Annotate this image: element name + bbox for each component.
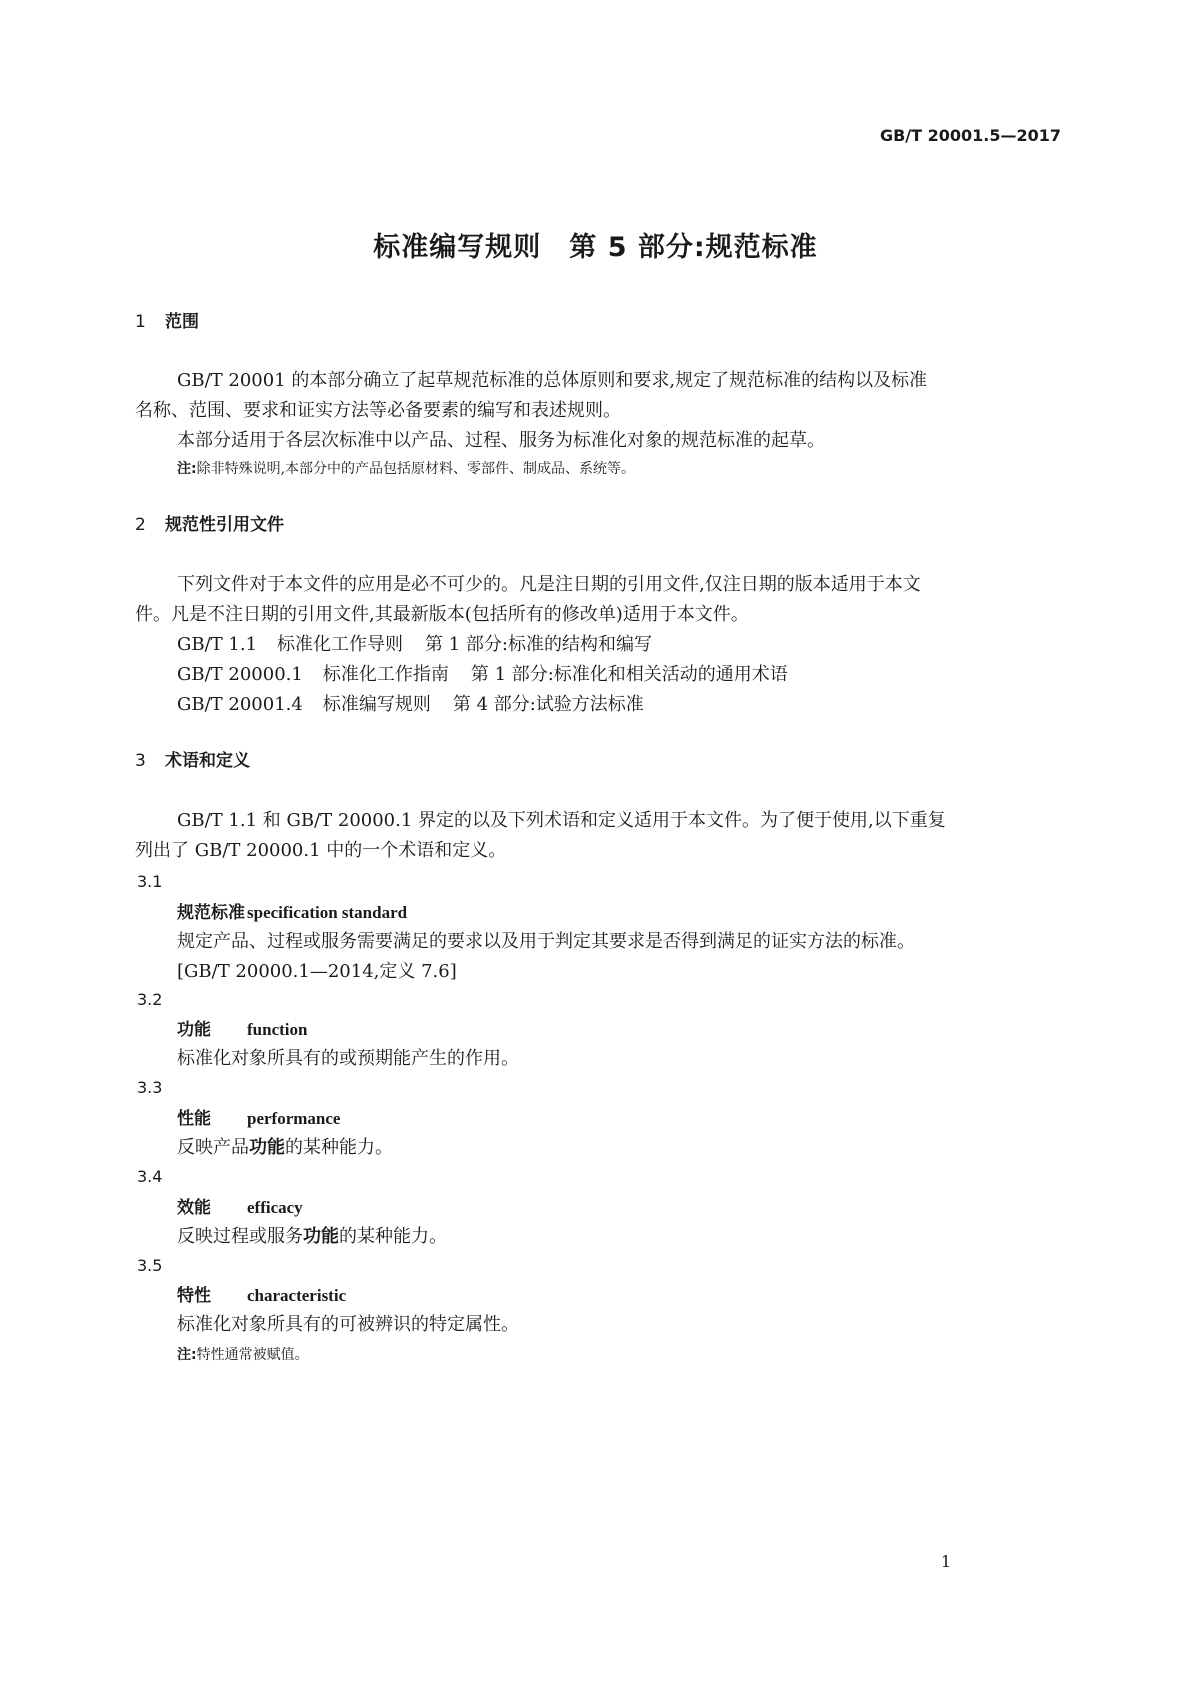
term-number: 3.5 [137,1256,163,1275]
normative-reference [177,696,644,714]
scope-paragraph-1-line-2: 名称、范围、要求和证实方法等必备要素的编写和表述规则。 [135,400,621,421]
term-entry [177,1199,303,1217]
normative-reference [177,666,788,684]
definition-term-reference: 功能 [303,1226,339,1247]
document-title: 标准编写规则 第 5 部分:规范标准 [373,232,818,263]
term-name-zh: 规范标准 [177,903,245,923]
term-definition [177,1139,393,1157]
term-name-en: characteristic [247,1286,347,1305]
definition-term-reference: 功能 [249,1137,285,1158]
section-3-heading [135,753,250,770]
normative-reference [177,636,652,654]
section-number: 1 [135,312,146,332]
term-number: 3.4 [137,1167,163,1186]
section-title: 规范性引用文件 [165,515,284,535]
scope-paragraph-1-line-1: GB/T 20001 的本部分确立了起草规范标准的总体原则和要求,规定了规范标准的结构以及标准 [177,370,928,391]
scope-paragraph-2: 本部分适用于各层次标准中以产品、过程、服务为标准化对象的规范标准的起草。 [177,430,825,451]
reference-title-part: 第 4 部分:试验方法标准 [452,694,644,715]
term-note [177,1348,309,1362]
reference-title-main: 标准编写规则 [322,694,431,715]
term-name-en: performance [247,1109,341,1128]
term-definition: 标准化对象所具有的或预期能产生的作用。 [177,1048,519,1069]
reference-title-part: 第 1 部分:标准的结构和编写 [425,634,652,655]
term-number: 3.2 [137,990,163,1009]
term-name-en: specification standard [247,903,408,922]
normative-paragraph-line-1: 下列文件对于本文件的应用是必不可少的。凡是注日期的引用文件,仅注日期的版本适用于本文 [177,574,921,595]
document-code: GB/T 20001.5—2017 [879,126,1061,145]
term-number: 3.1 [137,872,163,891]
normative-paragraph-line-2: 件。凡是不注日期的引用文件,其最新版本(包括所有的修改单)适用于本文件。 [135,604,749,625]
term-entry [177,1287,346,1305]
definition-text: 反映产品 [177,1137,249,1158]
term-name-zh: 功能 [177,1020,211,1040]
term-definition: 规定产品、过程或服务需要满足的要求以及用于判定其要求是否得到满足的证实方法的标准。 [177,931,915,952]
term-name-en: function [247,1020,308,1039]
note-text: 特性通常被赋值。 [196,1347,309,1363]
term-definition: 标准化对象所具有的可被辨识的特定属性。 [177,1314,519,1335]
section-title: 术语和定义 [165,751,250,771]
section-number: 2 [135,515,146,535]
reference-code: GB/T 20001.4 [177,694,303,715]
term-definition [177,1228,447,1246]
reference-title-main: 标准化工作指南 [322,664,449,685]
section-1-heading [135,314,199,331]
section-2-heading [135,517,284,534]
reference-code: GB/T 1.1 [177,634,258,655]
term-entry [177,904,407,922]
term-entry [177,1021,307,1039]
reference-title-main: 标准化工作导则 [277,634,404,655]
term-name-zh: 效能 [177,1198,211,1218]
page-number: 1 [940,1552,951,1571]
terms-intro-line-1: GB/T 1.1 和 GB/T 20000.1 界定的以及下列术语和定义适用于本文件。为了便于使用,以下重复 [177,810,946,831]
scope-note [177,462,635,476]
definition-text: 的某种能力。 [339,1226,447,1247]
term-number: 3.3 [137,1078,163,1097]
term-name-zh: 性能 [177,1109,211,1129]
term-source: [GB/T 20000.1—2014,定义 7.6] [177,961,457,982]
definition-text: 的某种能力。 [285,1137,393,1158]
term-name-zh: 特性 [177,1286,211,1306]
terms-intro-line-2: 列出了 GB/T 20000.1 中的一个术语和定义。 [135,840,507,861]
section-number: 3 [135,751,146,771]
note-label: 注: [177,1347,197,1363]
section-title: 范围 [165,312,199,332]
term-entry [177,1110,340,1128]
reference-code: GB/T 20000.1 [177,664,303,685]
note-text: 除非特殊说明,本部分中的产品包括原材料、零部件、制成品、系统等。 [196,461,636,477]
reference-title-part: 第 1 部分:标准化和相关活动的通用术语 [470,664,788,685]
note-label: 注: [177,461,197,477]
term-name-en: efficacy [247,1198,303,1217]
definition-text: 反映过程或服务 [177,1226,303,1247]
